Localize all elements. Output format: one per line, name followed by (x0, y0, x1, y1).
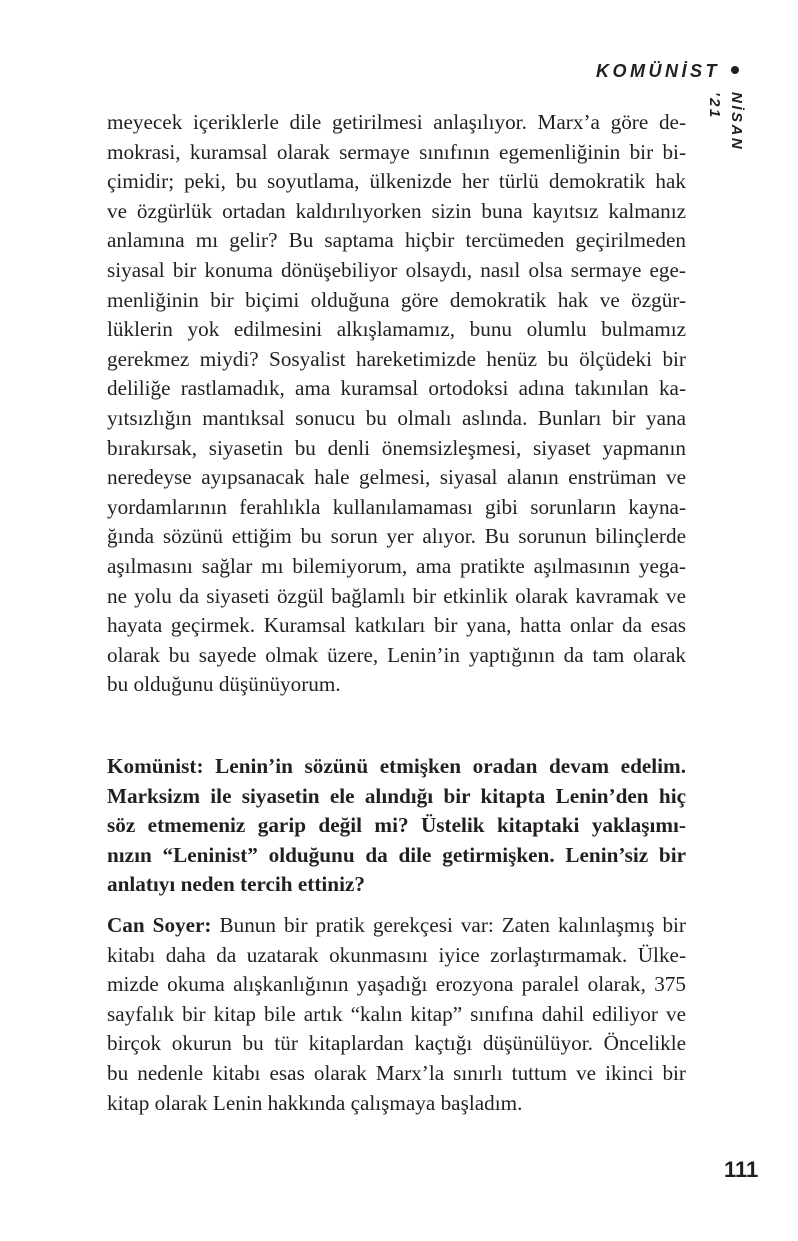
answer-text: Bunun bir pratik gerekçesi var: Zaten kalınlaşmış bir (211, 913, 686, 937)
text-line: ğında sözünü ettiğim bu sorun yer alıyor. Bu sorunun bilinçlerde (107, 524, 686, 549)
question-line: söz etmemeniz garip değil mi? Üstelik kitaptaki yaklaşımı- (107, 813, 686, 838)
speaker-name: Can Soyer: (107, 913, 212, 937)
running-head-issue-date: NİSAN '21 (706, 92, 745, 152)
text-line: anlamına mı gelir? Bu saptama hiçbir tercümeden geçirilmeden (107, 228, 686, 253)
answer-line: bu nedenle kitabı esas olarak Marx’la sınırlı tuttum ve ikinci bir (107, 1060, 686, 1085)
page-number: 111 (724, 1157, 759, 1182)
text-line: mokrasi, kuramsal olarak sermaye sınıfının egemenliğinin bir bi- (107, 139, 686, 164)
question-line: nızın “Leninist” olduğunu da dile getirmişken. Lenin’siz bir (107, 842, 686, 867)
text-line: menliğinin bir biçimi olduğuna göre demokratik hak ve özgür- (107, 287, 686, 312)
text-line: aşılmasını sağlar mı bilemiyorum, ama pratikte aşılmasının yega- (107, 553, 686, 578)
interview-question (107, 752, 686, 900)
text-line: çimidir; peki, bu soyutlama, ülkenizde her türlü demokratik hak (107, 169, 686, 194)
answer-line: mizde okuma alışkanlığının yaşadığı erozyona paralel olarak, 375 (107, 972, 686, 997)
bullet-dot-icon (731, 66, 739, 74)
running-head-magazine-name: KOMÜNİST (596, 61, 720, 81)
text-line: deliliğe rastlamadık, ama kuramsal ortodoksi adına takınılan ka- (107, 376, 686, 401)
answer-line: kitabı daha da uzatarak okunmasını iyice zorlaştırmamak. Ülke- (107, 942, 686, 967)
answer-line: birçok okurun bu tür kitaplardan kaçtığı düşünülüyor. Öncelikle (107, 1031, 686, 1056)
answer-line (107, 911, 686, 941)
question-line: anlatıyı neden tercih ettiniz? (107, 872, 365, 897)
text-line: meyecek içeriklerle dile getirilmesi anlaşılıyor. Marx’a göre de- (107, 110, 686, 134)
text-line: yıtsızlığın mantıksal sonucu bu olmalı aslında. Bunları bir yana (107, 405, 686, 430)
text-line: hayata geçirmek. Kuramsal katkıları bir yana, hatta onlar da esas (107, 613, 686, 638)
text-line: bırakırsak, siyasetin bu denli önemsizleşmesi, siyaset yapmanın (107, 435, 686, 460)
text-line: bu olduğunu düşünüyorum. (107, 672, 341, 697)
interview-answer (107, 911, 686, 1118)
text-line: siyasal bir konuma dönüşebiliyor olsaydı, nasıl olsa sermaye ege- (107, 257, 686, 282)
text-line: neredeyse ayıpsanacak hale gelmesi, siyasal alanın enstrüman ve (107, 465, 686, 490)
answer-line: sayfalık bir kitap bile artık “kalın kitap” sınıfına dahil ediliyor ve (107, 1001, 686, 1026)
answer-line: kitap olarak Lenin hakkında çalışmaya başladım. (107, 1090, 523, 1115)
text-line: ve özgürlük ortadan kaldırılıyorken sizin buna kayıtsız kalmanız (107, 198, 686, 223)
text-line: olarak bu sayede olmak üzere, Lenin’in yaptığının da tam olarak (107, 642, 686, 667)
text-line: yordamlarının ferahlıkla kullanılamaması gibi sorunların kayna- (107, 494, 686, 519)
text-line: ne yolu da siyaseti özgül bağlamlı bir etkinlik olarak kavramak ve (107, 583, 686, 608)
question-line: Komünist: Lenin’in sözünü etmişken oradan devam edelim. (107, 754, 686, 778)
question-line: Marksizm ile siyasetin ele alındığı bir kitapta Lenin’den hiç (107, 783, 686, 808)
body-paragraph (107, 108, 686, 700)
text-line: lüklerin yok edilmesini alkışlamamız, bunu olumlu bulmamız (107, 317, 686, 342)
text-line: gerekmez miydi? Sosyalist hareketimizde henüz bu ölçüdeki bir (107, 346, 686, 371)
